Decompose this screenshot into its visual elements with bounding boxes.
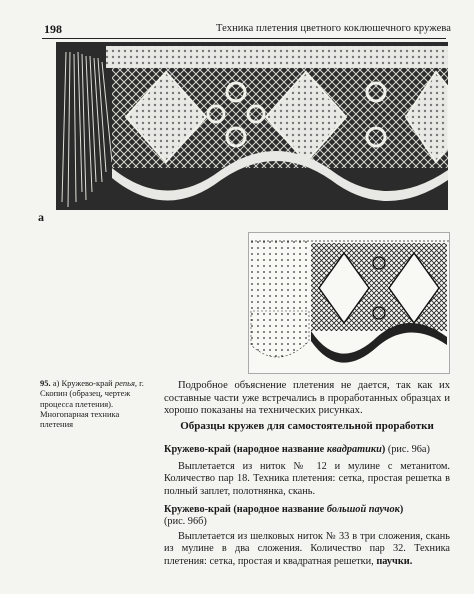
sample1-heading-italic: квадратики [326, 444, 382, 455]
sample1-heading-close: ) [381, 444, 386, 455]
running-title: Техника плетения цветного коклюшечного кружева [216, 23, 452, 34]
caption-number: 95. [40, 378, 51, 388]
section-heading: Образцы кружев для самостоятельной проработки [180, 420, 434, 432]
sample1-heading [164, 444, 450, 455]
header-rule [42, 38, 446, 39]
pricking-diagram [248, 232, 450, 374]
caption-item-a-name: Кружево-край [61, 378, 113, 388]
figure-caption [40, 378, 148, 429]
sample2-heading [164, 504, 450, 529]
caption-item-a-rest: г. Скопин (образец, чертеж процесса плетения). Многопарная техника плетения [40, 378, 144, 430]
sample2-heading-close: ) [399, 504, 404, 515]
sample2-text [164, 531, 450, 568]
sample1-text: Выплетается из ниток № 12 и мулине с метанитом. Количество пар 18. Техника плетения: сетка, простая решетка в полный заплет, полотнянка, скань. [164, 461, 450, 497]
intro-paragraph: Подробное объяснение плетения не дается, так как их составные части уже встречались в проработанных образцах и хорошо показаны на технических рисунках. [164, 380, 450, 416]
sample2-heading-ref: (рис. 96б) [164, 516, 207, 528]
sample1-heading-ref: (рис. 96а) [387, 444, 430, 455]
sample2-heading-italic: большой паучок [326, 504, 400, 515]
lace-photo [56, 42, 448, 210]
sample2-heading-bold: Кружево-край (народное название [164, 504, 325, 515]
caption-item-a-italic: репья, [114, 378, 138, 388]
caption-item-a-prefix: а) [52, 378, 60, 388]
sample2-text-bold: паучки. [376, 555, 413, 567]
sample2-text-plain: Выплетается из шелковых ниток № 33 в три сложения, скань из мулине в два сложения. Количество пар 32. Техника плетения: сетка, простая и квадратная решетки, [164, 531, 450, 567]
sample1-heading-bold: Кружево-край (народное название [164, 444, 325, 455]
page-number: 198 [44, 22, 62, 36]
photo-label-a: а [38, 210, 44, 224]
